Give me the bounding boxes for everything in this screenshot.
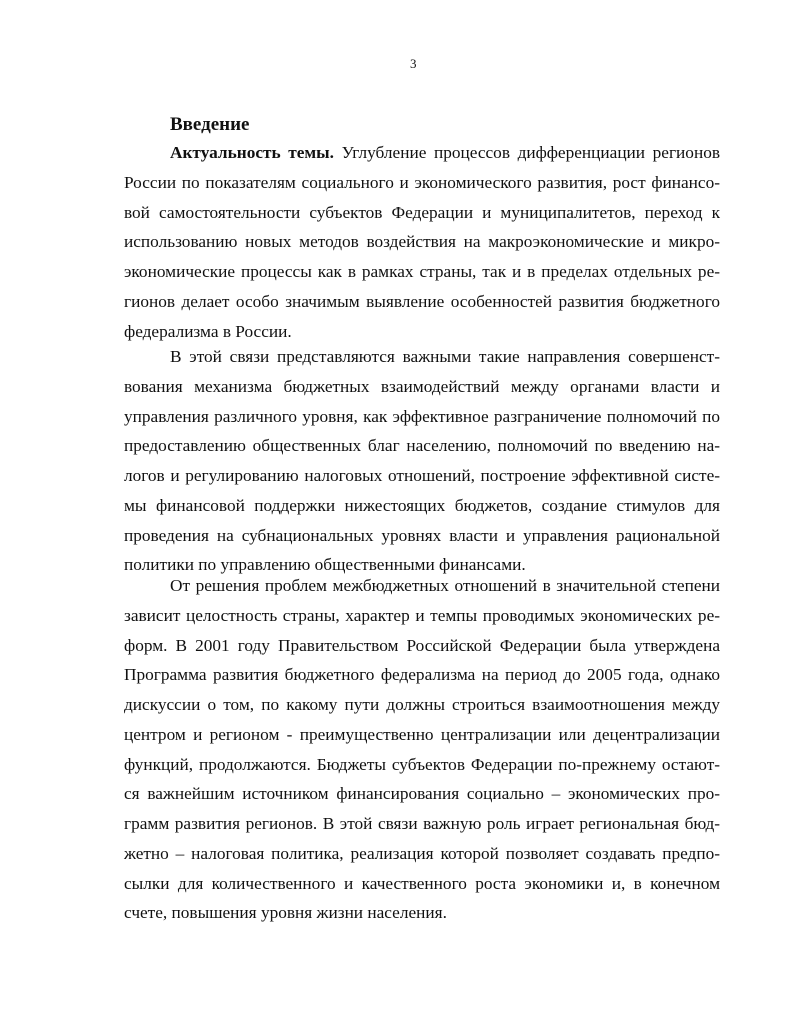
paragraph-interbudget	[124, 571, 720, 928]
paragraph-line: вования механизма бюджетных взаимодействий между органами власти и	[124, 376, 720, 396]
paragraph-line: экономические процессы как в рамках страны, так и в пределах отдельных ре-	[124, 262, 720, 281]
paragraph-line: России по показателям социального и экономического развития, рост финансо-	[124, 172, 720, 192]
section-heading: Введение	[170, 114, 250, 135]
paragraph-line: От решения проблем межбюджетных отношений в значительной степени	[170, 576, 720, 595]
paragraph-line: проведения на субнациональных уровнях власти и управления рациональной	[124, 525, 720, 545]
paragraph-line: предоставлению общественных благ населению, полномочий по введению на-	[124, 436, 720, 456]
paragraph-line: гионов делает особо значимым выявление особенностей развития бюджетного	[124, 291, 720, 311]
paragraph-line: форм. В 2001 году Правительством Российской Федерации была утверждена	[124, 635, 720, 655]
paragraph-line: зависит целостность страны, характер и темпы проводимых экономических ре-	[124, 605, 720, 625]
paragraph-line: политики по управлению общественными финансами.	[124, 555, 526, 575]
lead-phrase: Актуальность темы.	[170, 143, 334, 162]
paragraph-line: логов и регулированию налоговых отношений, построение эффективной систе-	[124, 466, 720, 485]
paragraph-line: федерализма в России.	[124, 321, 292, 341]
paragraph-line: центром и регионом - преимущественно централизации или децентрализации	[124, 724, 720, 744]
paragraph-line: Программа развития бюджетного федерализма на период до 2005 года, однако	[124, 665, 720, 685]
paragraph-relevance	[124, 138, 720, 346]
paragraph-line: функций, продолжаются. Бюджеты субъектов Федерации по-прежнему остают-	[124, 754, 720, 774]
paragraph-line: дискуссии о том, по какому пути должны строиться взаимоотношения между	[124, 695, 720, 714]
paragraph-line: Актуальность темы. Углубление процессов дифференциации регионов	[170, 143, 720, 162]
paragraph-line: грамм развития регионов. В этой связи важную роль играет региональная бюд-	[124, 814, 720, 833]
paragraph-line: вой самостоятельности субъектов Федерации и муниципалитетов, переход к	[124, 202, 720, 222]
paragraph-line: счете, повышения уровня жизни населения.	[124, 903, 447, 923]
paragraph-line: сылки для количественного и качественного роста экономики и, в конечном	[124, 873, 720, 893]
paragraph-line: управления различного уровня, как эффективное разграничение полномочий по	[124, 406, 720, 426]
paragraph-line: мы финансовой поддержки нижестоящих бюджетов, создание стимулов для	[124, 495, 720, 515]
page-number: 3	[410, 56, 417, 71]
paragraph-line: В этой связи представляются важными такие направления совершенст-	[170, 347, 720, 366]
paragraph-line: использованию новых методов воздействия на макроэкономические и микро-	[124, 232, 720, 252]
paragraph-line: ся важнейшим источником финансирования социально – экономических про-	[124, 784, 720, 804]
paragraph-line: жетно – налоговая политика, реализация которой позволяет создавать предпо-	[124, 843, 720, 863]
paragraph-directions	[124, 342, 720, 580]
